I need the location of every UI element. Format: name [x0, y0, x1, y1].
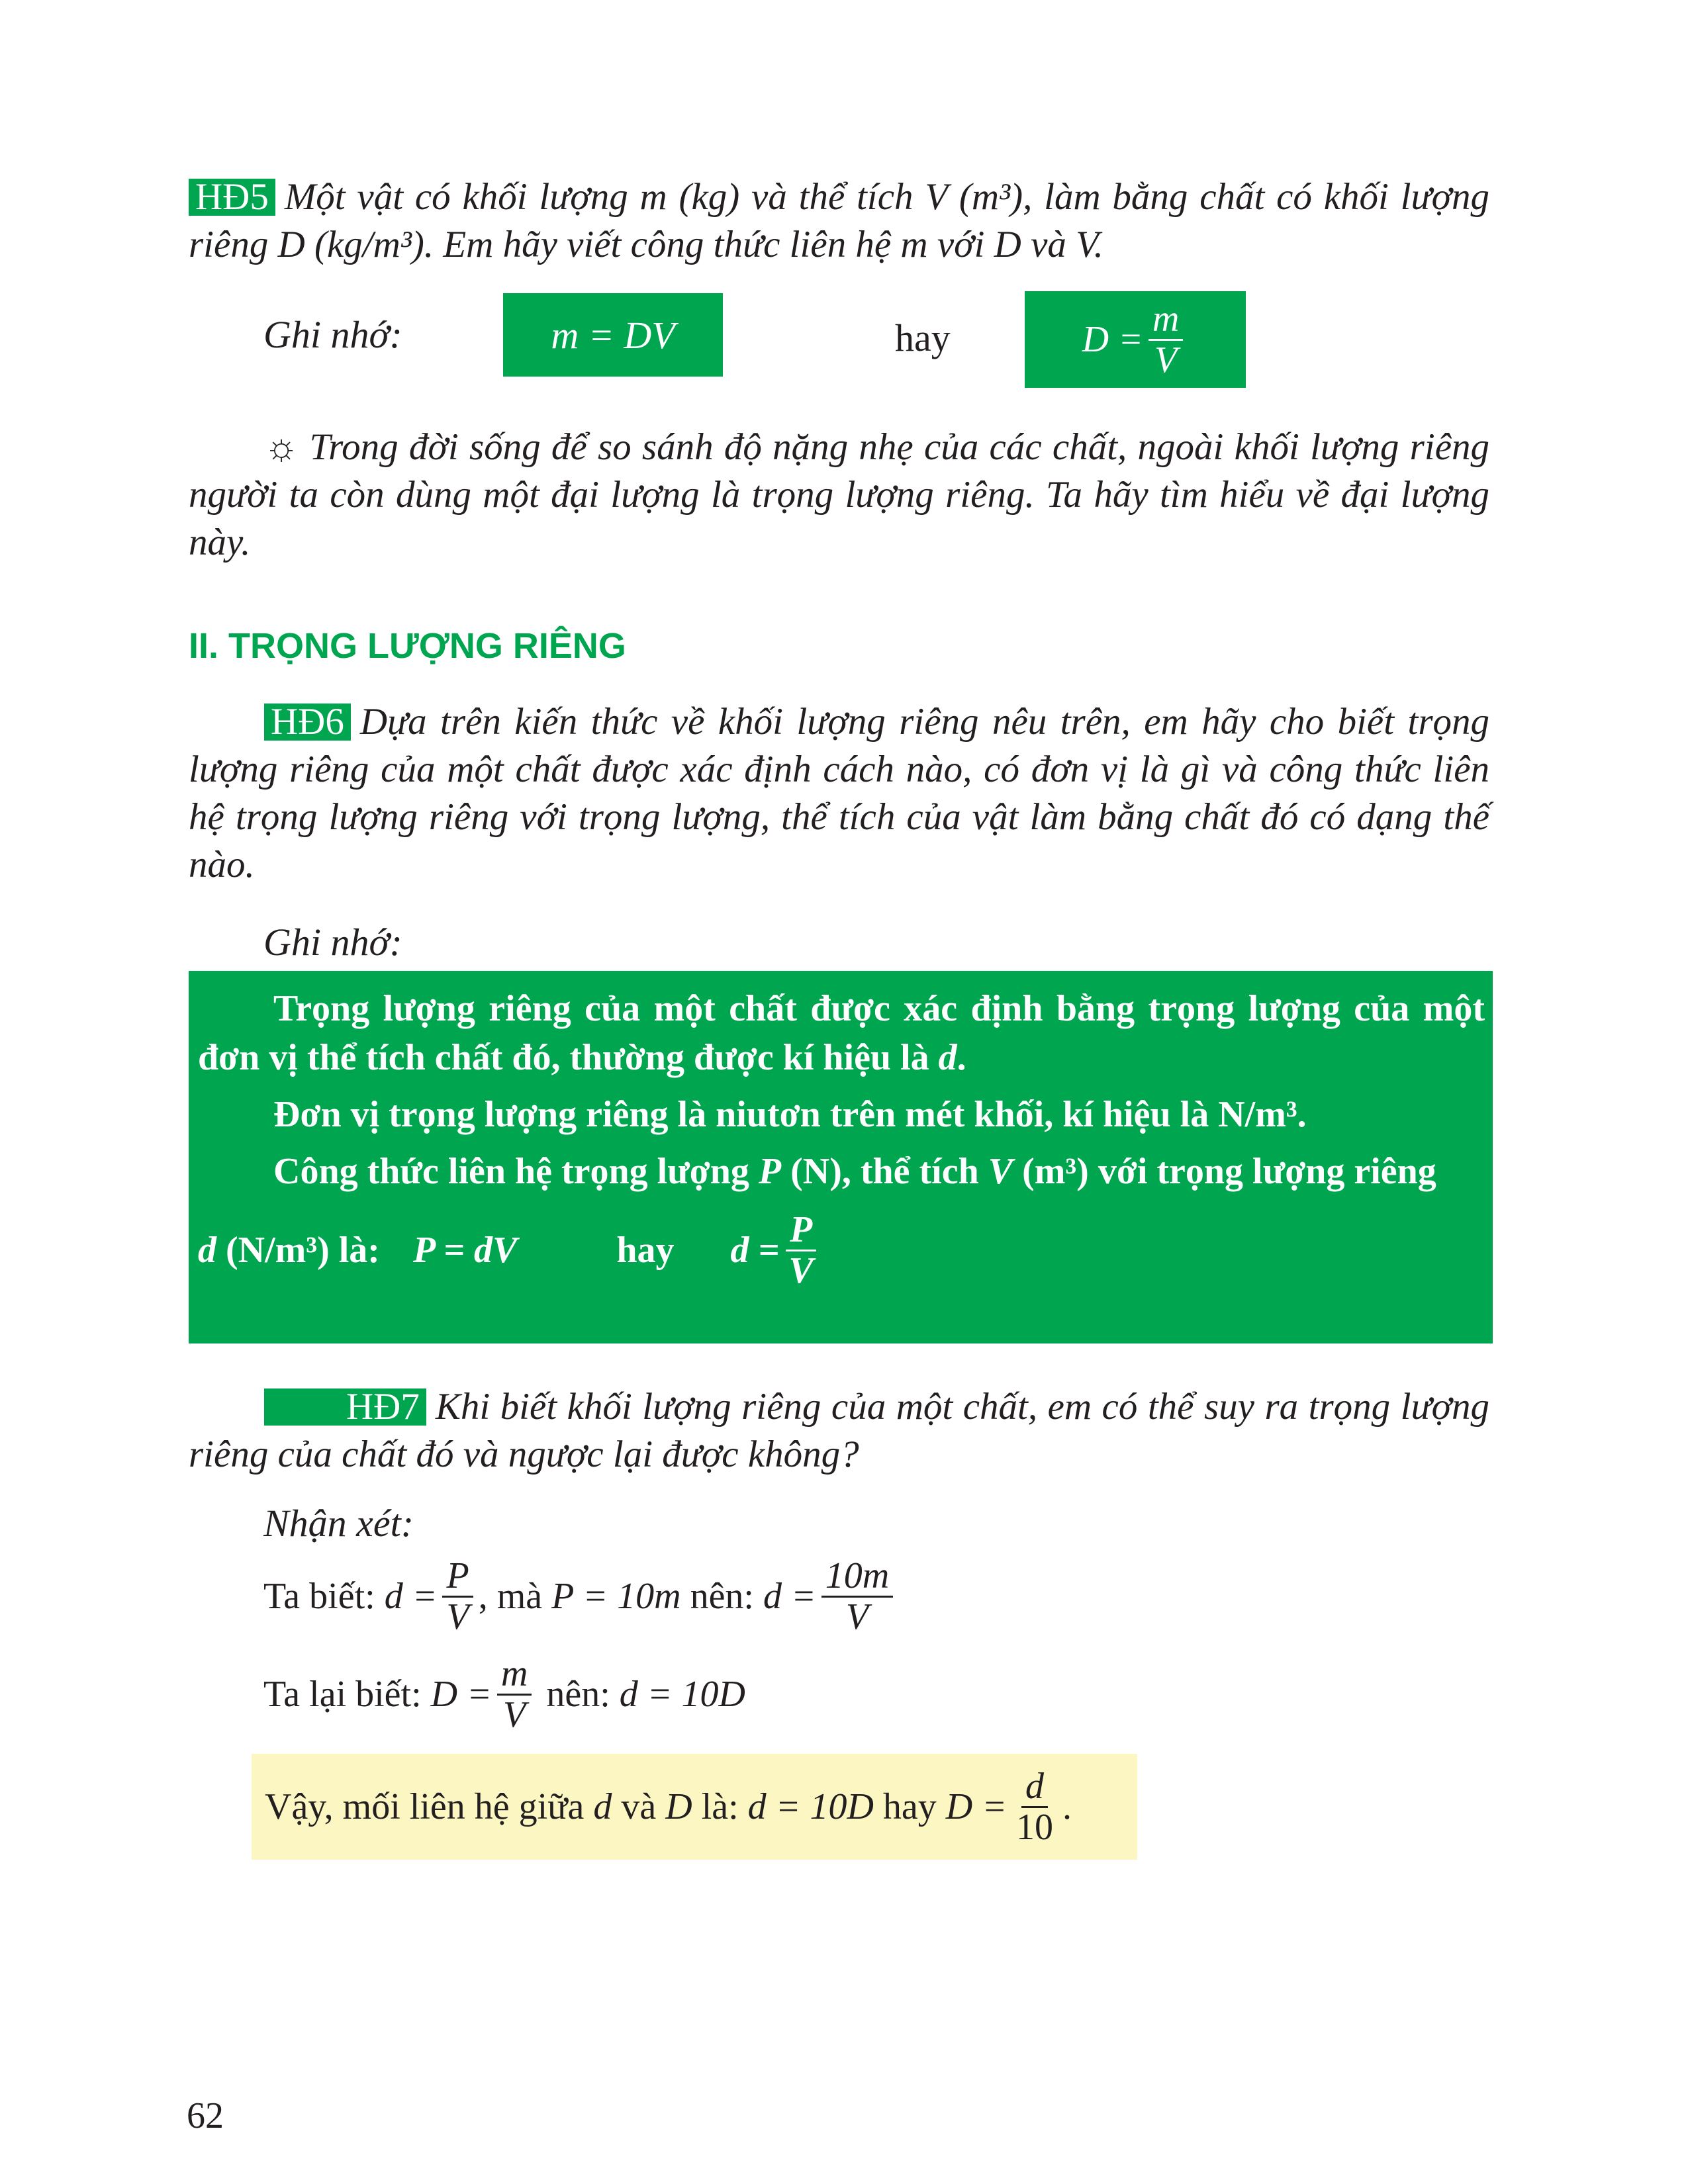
remark-l2-den: V	[503, 1694, 526, 1735]
remark-l1-lhs2: d =	[763, 1576, 816, 1617]
section-heading: II. TRỌNG LƯỢNG RIÊNG	[189, 626, 626, 666]
conclusion-box	[252, 1754, 1137, 1860]
remember2-f2-fraction	[784, 1210, 817, 1291]
sun-icon: ☼	[264, 426, 299, 468]
remark-l1-den: V	[446, 1596, 469, 1637]
remark-l3-D: D	[665, 1786, 692, 1827]
remember1-f2-num: m	[1149, 300, 1183, 341]
remember2-f2-den: V	[788, 1250, 814, 1291]
remember2-line4-unit: (N/m³) là:	[216, 1230, 380, 1271]
hd5-paragraph	[189, 173, 1489, 269]
remark-l3-end: .	[1062, 1786, 1072, 1827]
remark-l3-is: là:	[692, 1786, 748, 1827]
remember2-box	[189, 971, 1493, 1343]
remember2-f2-num: P	[786, 1210, 816, 1251]
remark-l1-c: nên:	[680, 1576, 763, 1617]
remark-l3-or: hay	[873, 1786, 946, 1827]
hd6-tag: HĐ6	[264, 704, 351, 741]
remark-l2-fraction	[497, 1655, 532, 1735]
remark-l3-fraction	[1012, 1767, 1057, 1847]
intro-paragraph	[189, 424, 1489, 567]
remember2-line1-end: .	[957, 1037, 966, 1078]
remark-l3-lhs: D =	[945, 1786, 1007, 1827]
remember2-formula-1: P = dV	[412, 1230, 518, 1271]
remark-l3-den: 10	[1016, 1806, 1053, 1848]
remark-l3-and: và	[612, 1786, 666, 1827]
hd5-text: Một vật có khối lượng m (kg) và thể tích V (m³), làm bằng chất có khối lượng riêng D (kg/m³). Em hãy viết công thức liên hệ m với D và V.	[189, 176, 1489, 265]
remark-line2	[263, 1655, 745, 1735]
remember2-line2: Đơn vị trọng lượng riêng là niutơn trên mét khối, kí hiệu là N/m³.	[273, 1094, 1307, 1135]
remember1-label: Ghi nhớ:	[263, 313, 402, 356]
remember2-line3-p: P	[758, 1151, 782, 1192]
remember2-line3-a: Công thức liên hệ trọng lượng	[273, 1151, 759, 1192]
hd7-tag: HĐ7	[264, 1388, 426, 1426]
remember2-line3	[198, 1147, 1485, 1196]
hd7-text: Khi biết khối lượng riêng của một chất, em có thể suy ra trọng lượng riêng của chất đó và ngược lại được không?	[189, 1386, 1489, 1475]
remark-l3-eq: d = 10D	[747, 1786, 874, 1827]
remember1-f2-lhs: D =	[1082, 319, 1143, 360]
remark-l3-d: d	[593, 1786, 612, 1827]
remark-l3-num: d	[1021, 1767, 1048, 1808]
remark-l1-lhs: d =	[384, 1576, 438, 1617]
remark-l1-fraction2	[821, 1557, 893, 1637]
remark-l1-num2: 10m	[821, 1557, 893, 1598]
remember2-or: hay	[616, 1230, 675, 1271]
remember2-line1	[198, 984, 1485, 1082]
remember1-f2-fraction	[1149, 300, 1183, 380]
intro-text: Trong đời sống để so sánh độ nặng nhẹ của các chất, ngoài khối lượng riêng người ta còn dùng một đại lượng là trọng lượng riêng. Ta hãy tìm hiểu về đại lượng này.	[189, 426, 1490, 563]
remark-l2-eq: d = 10D	[619, 1674, 745, 1715]
hd6-paragraph	[189, 698, 1489, 889]
hd7-paragraph	[189, 1383, 1489, 1479]
remember2-line1-symbol: d	[938, 1037, 957, 1078]
hd5-tag: HĐ5	[189, 179, 275, 216]
remember1-formula-1: m = DV	[551, 313, 675, 357]
remember2-line4	[198, 1210, 1485, 1291]
remember2-line3-c: (m³) với trọng lượng riêng	[1013, 1151, 1436, 1192]
remark-label: Nhận xét:	[263, 1502, 414, 1545]
remember1-f2-den: V	[1154, 339, 1178, 381]
remark-line1	[263, 1557, 898, 1637]
hd6-text: Dựa trên kiến thức về khối lượng riêng nêu trên, em hãy cho biết trọng lượng riêng của một chất được xác định cách nào, có đơn vị là gì và công thức liên hệ trọng lượng riêng với trọng lượng, thể tích của vật làm bằng chất đó có dạng thế nào.	[189, 701, 1489, 886]
remark-l1-fraction	[442, 1557, 473, 1637]
remember1-formula-box-2	[1025, 291, 1246, 388]
remark-l2-lhs: D =	[430, 1674, 492, 1715]
remember2-line4-d: d	[198, 1230, 216, 1271]
remark-l2-a: Ta lại biết:	[263, 1674, 431, 1715]
remember2-label: Ghi nhớ:	[263, 921, 402, 964]
remark-l3-a: Vậy, mối liên hệ giữa	[265, 1786, 594, 1827]
remark-l2-b: nên:	[537, 1674, 620, 1715]
remember2-line3-b: (N), thể tích	[781, 1151, 988, 1192]
remember1-or: hay	[895, 316, 951, 359]
remember2-line1-text: Trọng lượng riêng của một chất được xác định bằng trọng lượng của một đơn vị thể tích chất đó, thường được kí hiệu là	[198, 988, 1485, 1078]
remark-l1-eq: P = 10m	[551, 1576, 681, 1617]
page-number: 62	[187, 2095, 224, 2136]
remark-l1-b: , mà	[478, 1576, 552, 1617]
remark-l2-num: m	[497, 1655, 532, 1696]
remark-l1-a: Ta biết:	[263, 1576, 385, 1617]
remember2-line3-v: V	[988, 1151, 1013, 1192]
remark-l1-den2: V	[845, 1596, 869, 1637]
remember1-formula-box-1	[503, 293, 723, 377]
remember2-f2-lhs: d =	[730, 1230, 780, 1271]
remark-l1-num: P	[442, 1557, 473, 1598]
